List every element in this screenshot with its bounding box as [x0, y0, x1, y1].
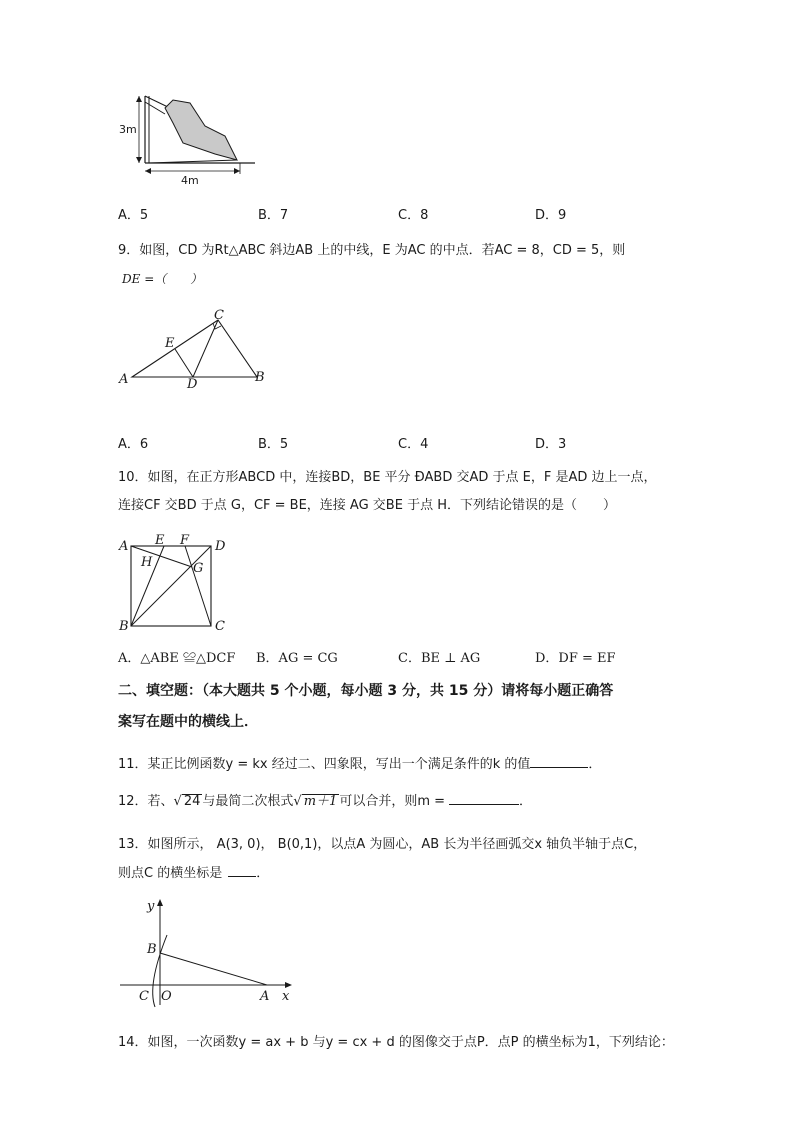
q13-stem-line2-text: 则点C 的横坐标是: [118, 866, 223, 881]
q10-option-b: B．AG = CG: [256, 651, 338, 666]
q13-label-y: y: [147, 899, 155, 914]
q12-radicand-2: m＋1: [303, 794, 338, 809]
q12-answer-blank[interactable]: [449, 792, 519, 805]
q9-stem-line2: DE =（ ）: [122, 272, 203, 286]
q9-figure: [115, 305, 275, 390]
q9-option-a: A．6: [118, 437, 149, 452]
q12-stem-start: 12．若、: [118, 794, 174, 809]
q10-option-c: C．BE ⊥ AG: [398, 651, 481, 666]
q10-option-d: D．DF = EF: [535, 651, 616, 666]
q9-label-d: D: [187, 377, 198, 390]
q8-option-a: A．5: [118, 208, 149, 223]
q13-label-b: B: [147, 942, 157, 957]
q8-option-d: D．9: [535, 208, 567, 223]
q11-end: ．: [588, 757, 602, 772]
q10-label-g: G: [193, 561, 204, 576]
q9-option-d: D．3: [535, 437, 567, 452]
q13-stem-line1: 13．如图所示， A(3, 0)， B(0,1)，以点A 为圆心，AB 长为半径画弧交x 轴负半轴于点C，: [118, 837, 647, 852]
q10-figure: [115, 532, 235, 636]
q12: [118, 790, 532, 809]
q8-option-b: B．7: [258, 208, 289, 223]
q8-option-c: C．8: [398, 208, 429, 223]
q8-figure: [115, 88, 265, 188]
q13-label-x: x: [282, 989, 290, 1004]
q11: [118, 753, 601, 772]
q10-label-b: B: [119, 619, 129, 634]
q9-option-c: C．4: [398, 437, 429, 452]
q9-label-b: B: [255, 370, 265, 385]
q11-answer-blank[interactable]: [530, 755, 588, 768]
q8-height-label: 3m: [119, 123, 137, 136]
section2-header-line2: 案写在题中的横线上．: [118, 714, 258, 730]
q12-radical-1: √ 24: [173, 794, 201, 809]
q13-label-a: A: [260, 989, 270, 1004]
q10-stem-line1: 10．如图，在正方形ABCD 中，连接BD，BE 平分 ÐABD 交AD 于点 E，F 是AD 边上一点，: [118, 470, 657, 485]
q9-label-a: A: [119, 372, 129, 387]
q11-stem: 11．某正比例函数y = kx 经过二、四象限，写出一个满足条件的k 的值: [118, 757, 531, 772]
q12-radical-2: √ m＋1: [293, 794, 338, 809]
q9-label-e: E: [165, 336, 175, 351]
q13-stem-line2: [118, 862, 269, 881]
q12-stem-after: 可以合并，则m =: [339, 794, 446, 809]
q13-label-o: O: [161, 989, 172, 1004]
q13-end: ．: [256, 866, 270, 881]
q12-end: ．: [519, 794, 533, 809]
q13-answer-blank[interactable]: [228, 864, 256, 877]
q9-label-c: C: [214, 308, 224, 323]
section2-header-line1: 二、填空题：（本大题共 5 个小题，每小题 3 分，共 15 分）请将每小题正确答: [118, 683, 614, 699]
q13-label-c: C: [139, 989, 149, 1004]
q10-label-a: A: [119, 539, 129, 554]
q12-radicand-1: 24: [183, 794, 201, 809]
q10-label-h: H: [141, 555, 153, 570]
q10-label-c: C: [215, 619, 225, 634]
q13-figure: [115, 895, 305, 1010]
q10-label-e: E: [155, 533, 165, 548]
q10-stem-line2: 连接CF 交BD 于点 G，CF = BE，连接 AG 交BE 于点 H．下列结论错误的是（ ）: [118, 498, 616, 513]
q14-stem-line1: 14．如图，一次函数y = ax + b 与y = cx + d 的图像交于点P．点P 的横坐标为1，下列结论：: [118, 1035, 674, 1050]
q10-option-a: A．△ABE ≌△DCF: [118, 651, 236, 666]
q8-width-label: 4m: [181, 174, 199, 187]
q12-stem-middle: 与最简二次根式: [202, 794, 294, 809]
q10-label-f: F: [180, 533, 190, 548]
q9-stem-line1: 9．如图，CD 为Rt△ABC 斜边AB 上的中线，E 为AC 的中点．若AC = 8，CD = 5，则: [118, 243, 626, 258]
q9-option-b: B．5: [258, 437, 289, 452]
q10-label-d: D: [215, 539, 226, 554]
